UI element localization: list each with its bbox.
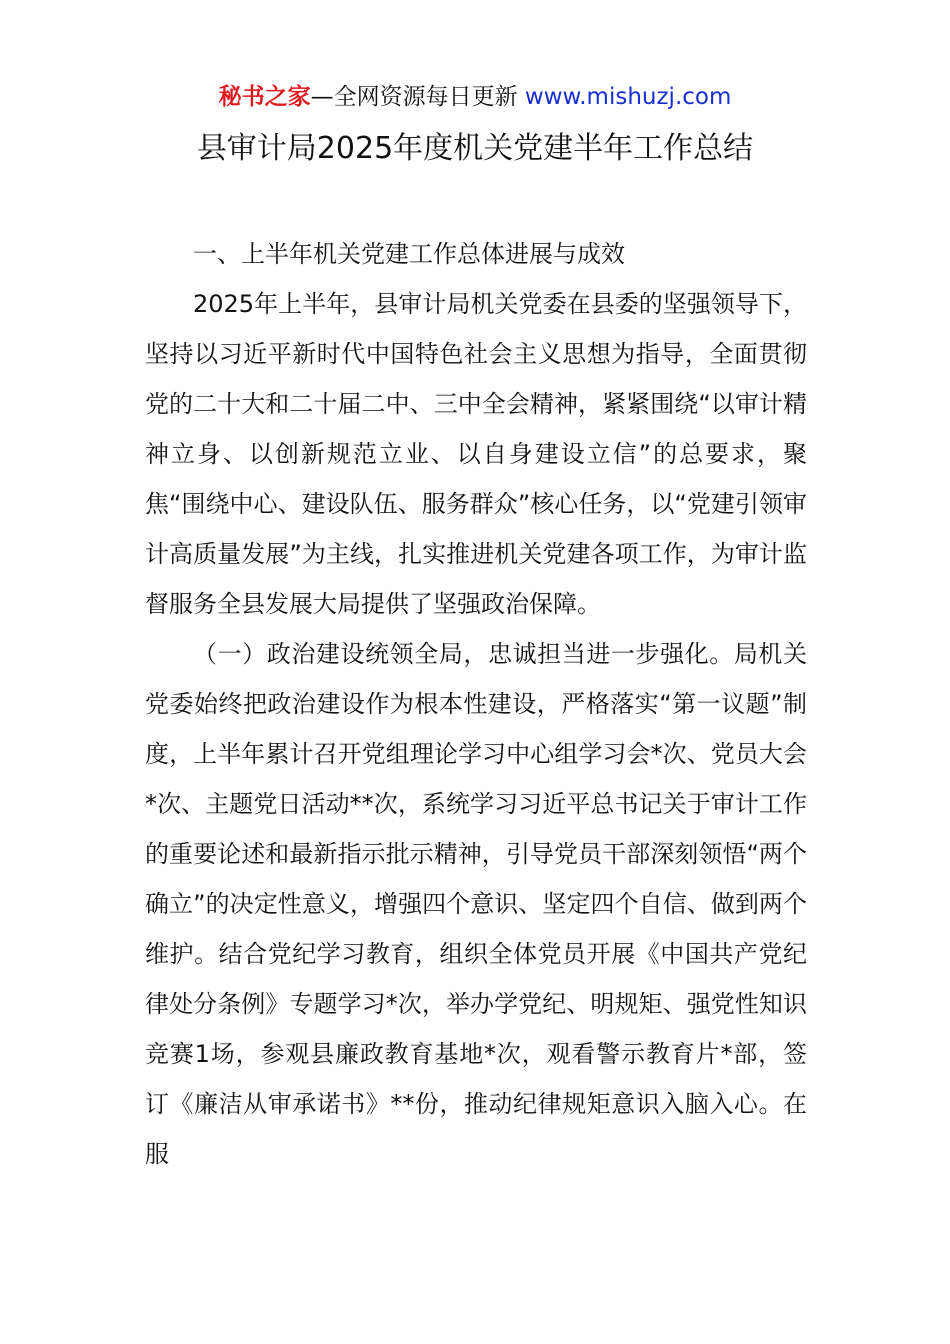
- paragraph: 2025年上半年，县审计局机关党委在县委的坚强领导下，坚持以习近平新时代中国特色社会主义思想为指导，全面贯彻党的二十大和二十届二中、三中全会精神，紧紧围绕“以审计精神立身、以创新规范立业、以自身建设立信”的总要求，聚焦“围绕中心、建设队伍、服务群众”核心任务，以“党建引领审计高质量发展”为主线，扎实推进机关党建各项工作，为审计监督服务全县发展大局提供了坚强政治保障。: [145, 290, 807, 618]
- brand-name: 秘书之家: [218, 84, 311, 110]
- header-slogan: —全网资源每日更新: [310, 84, 525, 110]
- site-url[interactable]: www.mishuzj.com: [524, 84, 732, 110]
- document-body: [145, 229, 807, 1179]
- section-heading: 一、上半年机关党建工作总体进展与成效: [193, 240, 625, 268]
- paragraph: （一）政治建设统领全局，忠诚担当进一步强化。局机关党委始终把政治建设作为根本性建设，严格落实“第一议题”制度，上半年累计召开党组理论学习中心组学习会*次、党员大会*次、主题党日活动**次，系统学习习近平总书记关于审计工作的重要论述和最新指示批示精神，引导党员干部深刻领悟“两个确立”的决定性意义，增强四个意识、坚定四个自信、做到两个维护。结合党纪学习教育，组织全体党员开展《中国共产党纪律处分条例》专题学习*次，举办学党纪、明规矩、强党性知识竞赛1场，参观县廉政教育基地*次，观看警示教育片*部，签订《廉洁从审承诺书》**份，推动纪律规矩意识入脑入心。在服: [145, 640, 807, 1168]
- document-title: 县审计局2025年度机关党建半年工作总结: [196, 131, 754, 166]
- site-header: [0, 80, 950, 114]
